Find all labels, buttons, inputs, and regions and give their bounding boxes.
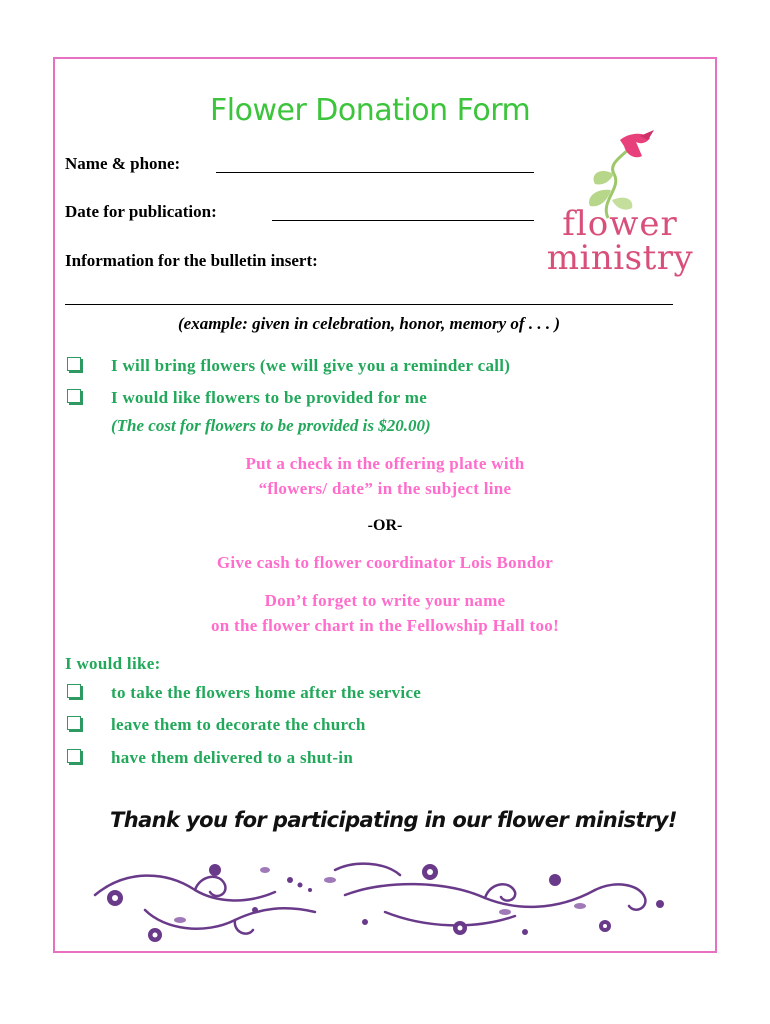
reminder-line1: Don’t forget to write your name bbox=[264, 591, 506, 610]
cash-instruction: Give cash to flower coordinator Lois Bondor bbox=[216, 553, 554, 572]
flower-cost-note: (The cost for flowers to be provided is $20.00) bbox=[111, 416, 431, 435]
bulletin-info-field[interactable] bbox=[65, 304, 673, 305]
name-phone-label: Name & phone: bbox=[65, 154, 181, 173]
bring-flowers-label: I will bring flowers (we will give you a reminder call) bbox=[111, 356, 511, 375]
shut-in-label: have them delivered to a shut-in bbox=[111, 748, 354, 767]
provide-flowers-label: I would like flowers to be provided for me bbox=[111, 388, 428, 407]
check-instruction-line2: “flowers/ date” in the subject line bbox=[258, 479, 512, 498]
decorate-church-checkbox[interactable] bbox=[67, 716, 81, 730]
publication-date-field[interactable] bbox=[272, 220, 534, 221]
bulletin-example-text: (example: given in celebration, honor, memory of . . . ) bbox=[178, 314, 560, 333]
take-home-label: to take the flowers home after the service bbox=[111, 683, 422, 702]
thank-you-message: Thank you for participating in our flower ministry! bbox=[110, 808, 677, 832]
floral-ornament bbox=[85, 850, 685, 950]
flower-ministry-logo bbox=[540, 126, 700, 276]
publication-date-label: Date for publication: bbox=[65, 202, 217, 221]
shut-in-checkbox[interactable] bbox=[67, 749, 81, 763]
logo-word-ministry: ministry bbox=[546, 238, 694, 278]
floral-swirl-icon bbox=[85, 850, 685, 950]
or-separator: -OR- bbox=[367, 517, 403, 534]
provide-flowers-checkbox[interactable] bbox=[67, 389, 81, 403]
reminder-line2: on the flower chart in the Fellowship Hall too! bbox=[210, 616, 560, 635]
take-home-checkbox[interactable] bbox=[67, 684, 81, 698]
bulletin-info-label: Information for the bulletin insert: bbox=[65, 251, 318, 270]
decorate-church-label: leave them to decorate the church bbox=[111, 715, 366, 734]
form-title: Flower Donation Form bbox=[210, 93, 531, 128]
check-instruction-line1: Put a check in the offering plate with bbox=[245, 454, 525, 473]
bring-flowers-checkbox[interactable] bbox=[67, 357, 81, 371]
name-phone-field[interactable] bbox=[216, 172, 534, 173]
after-service-heading: I would like: bbox=[65, 654, 161, 673]
logo-word-flower: flower bbox=[562, 204, 678, 244]
